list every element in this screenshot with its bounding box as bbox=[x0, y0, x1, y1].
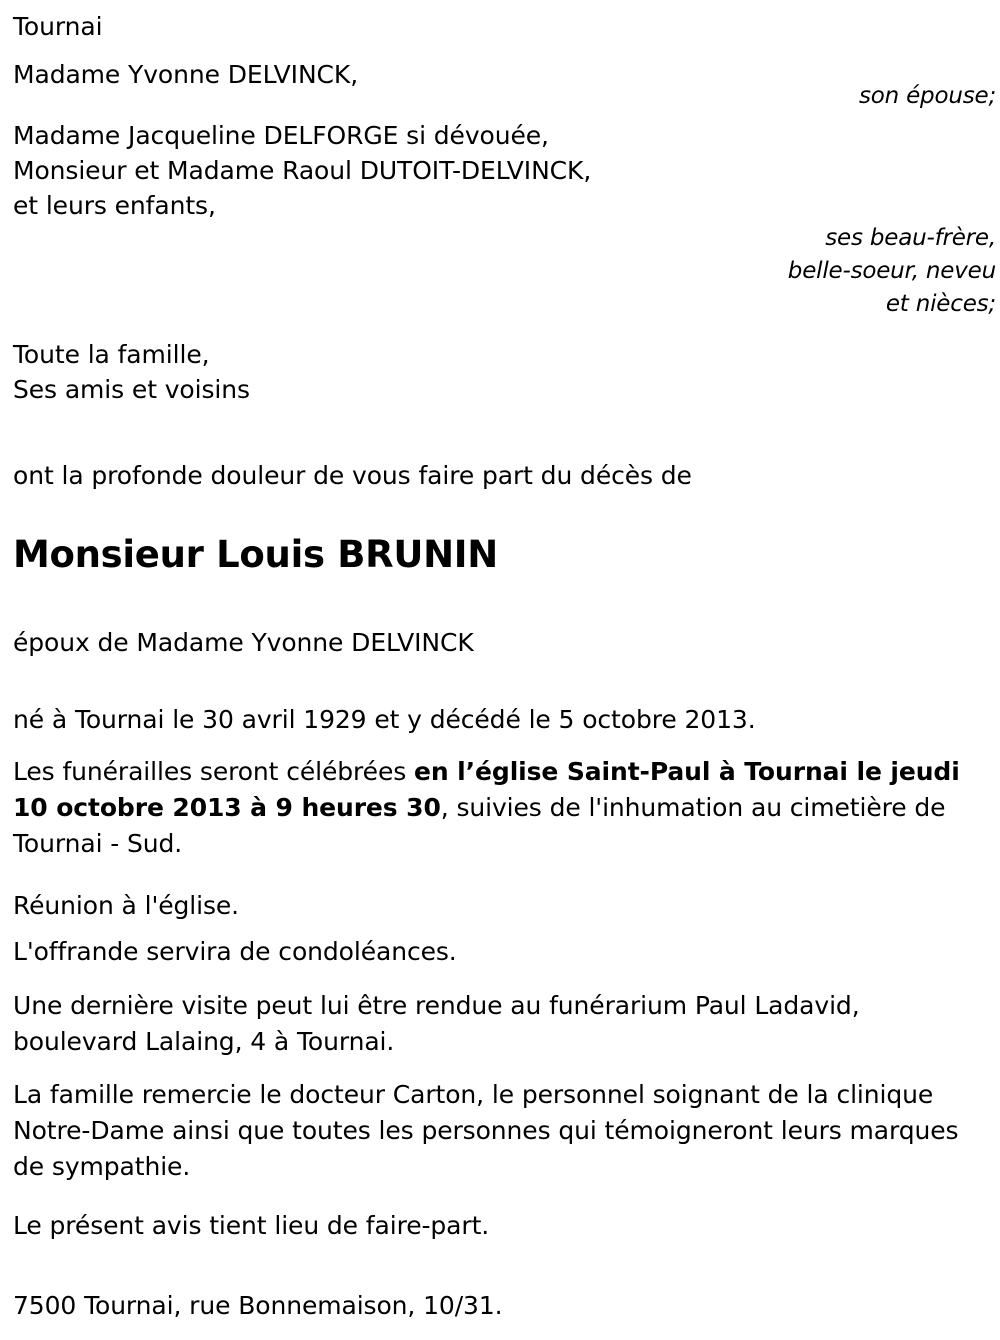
last-visit-text: Une dernière visite peut lui être rendue au funérarium Paul Ladavid, boulevard Lalaing, 4 à Tournai. bbox=[13, 991, 860, 1056]
survivor-name: Monsieur et Madame Raoul DUTOIT-DELVINCK, bbox=[13, 156, 592, 185]
relation-label: ses beau-frère, bbox=[825, 225, 996, 251]
survivor-name: Toute la famille, bbox=[13, 340, 210, 369]
address-footer bbox=[0, 1288, 1000, 1323]
funeral-paragraph bbox=[0, 754, 1000, 862]
offering-note bbox=[0, 934, 1000, 969]
survivor-name: Madame Yvonne DELVINCK, bbox=[13, 60, 359, 89]
church-meeting-text: Réunion à l'église. bbox=[13, 891, 240, 920]
spouse-relation bbox=[0, 625, 1000, 660]
survivor-name: Madame Jacqueline DELFORGE si dévouée, bbox=[13, 121, 549, 150]
birth-death-text: né à Tournai le 30 avril 1929 et y décédé le 5 octobre 2013. bbox=[13, 705, 756, 734]
family-thanks bbox=[0, 1077, 1000, 1185]
relation-label: belle-soeur, neveu bbox=[787, 258, 996, 284]
survivor-group-family-friends bbox=[0, 337, 1000, 407]
survivor-group-inlaws bbox=[0, 118, 1000, 223]
deceased-name-heading bbox=[0, 533, 1000, 577]
notice-stands-text: Le présent avis tient lieu de faire-part. bbox=[13, 1211, 490, 1240]
survivor-name: Ses amis et voisins bbox=[13, 375, 250, 404]
announcement-lead-in bbox=[0, 458, 1000, 493]
city-header bbox=[0, 9, 1000, 44]
relation-inlaws bbox=[0, 222, 1000, 321]
funeral-text-before: Les funérailles seront célébrées bbox=[13, 757, 415, 786]
family-thanks-text: La famille remercie le docteur Carton, le personnel soignant de la clinique Notre-Dame ainsi que toutes les personnes qui témoigneront leurs marques de sympathie. bbox=[13, 1080, 959, 1181]
relation-label: et nièces; bbox=[885, 291, 996, 317]
birth-death-dates bbox=[0, 702, 1000, 737]
survivor-name: et leurs enfants, bbox=[13, 191, 216, 220]
relation-label: son épouse; bbox=[858, 83, 996, 109]
lead-in-text: ont la profonde douleur de vous faire part du décès de bbox=[13, 461, 692, 490]
relation-widow bbox=[0, 80, 1000, 113]
funeral-arrangements bbox=[0, 754, 1000, 862]
notice-stands bbox=[0, 1208, 1000, 1243]
church-meeting bbox=[0, 888, 1000, 923]
funeral-text-bold: en l’église Saint-Paul à Tournai le jeudi 10 octobre 2013 à 9 heures 30 bbox=[13, 757, 960, 822]
address-text: 7500 Tournai, rue Bonnemaison, 10/31. bbox=[13, 1291, 503, 1320]
funeral-text-after: , suivies de l'inhumation au cimetière de Tournai - Sud. bbox=[13, 793, 946, 858]
deceased-name-text: Monsieur Louis BRUNIN bbox=[13, 533, 498, 576]
last-visit-info bbox=[0, 988, 1000, 1060]
offering-text: L'offrande servira de condoléances. bbox=[13, 937, 457, 966]
spouse-line-text: époux de Madame Yvonne DELVINCK bbox=[13, 628, 474, 657]
city-line: Tournai bbox=[13, 12, 103, 41]
